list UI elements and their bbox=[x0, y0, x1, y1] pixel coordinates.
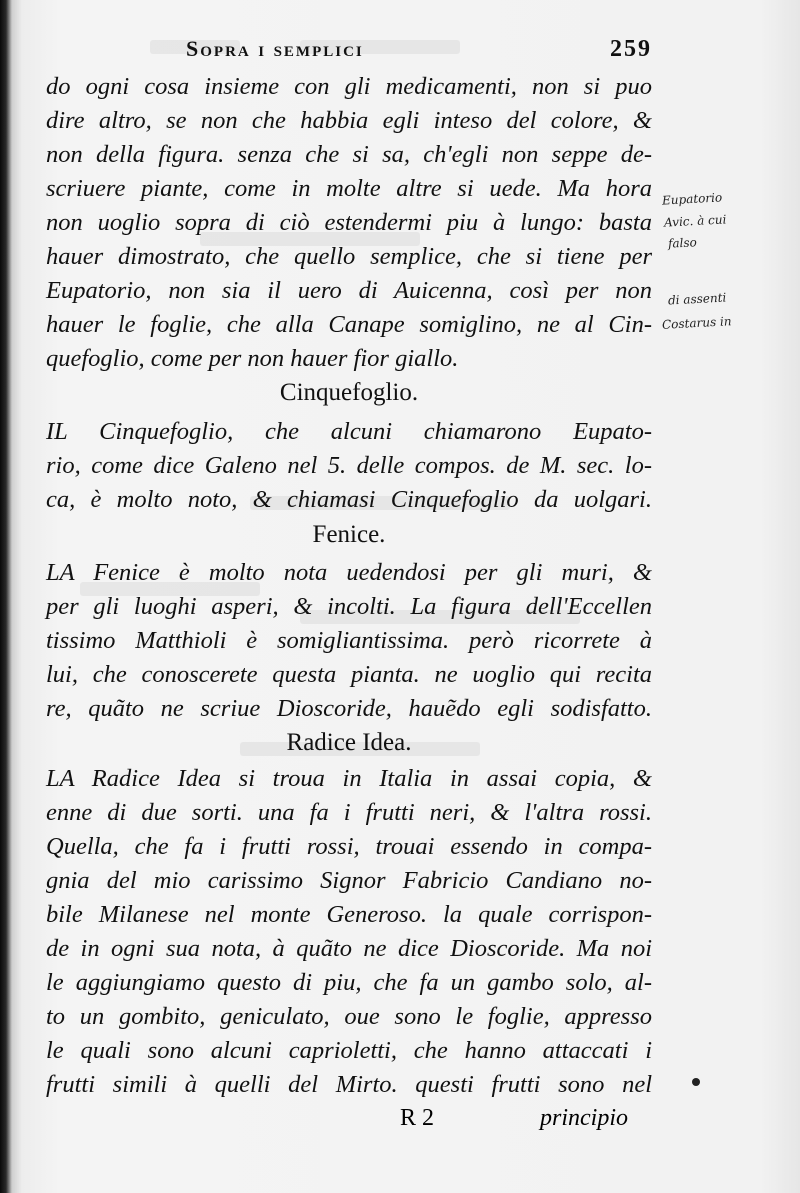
text-line: enne di due sorti. una fa i frutti neri, & l'altra rossi. bbox=[46, 799, 652, 826]
text-line: le aggiungiamo questo di piu, che fa un gambo solo, al- bbox=[46, 969, 652, 996]
section-heading-fenice: Fenice. bbox=[312, 521, 386, 548]
text-line: quefoglio, come per non hauer fior giallo. bbox=[46, 345, 459, 372]
running-title: Sopra i semplici bbox=[186, 36, 364, 61]
text-line: LA Fenice è molto nota uedendosi per gli muri, & bbox=[46, 559, 652, 586]
text-line: le quali sono alcuni caprioletti, che hanno attaccati i bbox=[46, 1037, 652, 1064]
catchword: principio bbox=[540, 1105, 628, 1131]
margin-note: Costarus in bbox=[661, 314, 732, 332]
text-line: non uoglio sopra di ciò estendermi piu à lungo: basta bbox=[46, 209, 652, 236]
section-heading-cinquefoglio: Cinquefoglio. bbox=[279, 379, 419, 406]
section-heading-radice-idea: Radice Idea. bbox=[286, 729, 412, 756]
text-line: gnia del mio carissimo Signor Fabricio Candiano no- bbox=[46, 867, 652, 894]
signature-mark: R 2 bbox=[400, 1105, 435, 1131]
text-line: ca, è molto noto, & chiamasi Cinquefoglio da uolgari. bbox=[46, 486, 652, 513]
text-line: tissimo Matthioli è somigliantissima. però ricorrete à bbox=[46, 627, 652, 654]
text-line: per gli luoghi asperi, & incolti. La figura dell'Eccellen bbox=[46, 593, 652, 620]
text-line: re, quãto ne scriue Dioscoride, hauẽdo egli sodisfatto. bbox=[46, 695, 652, 722]
text-line: frutti simili à quelli del Mirto. questi frutti sono nel bbox=[46, 1071, 652, 1098]
text-line: IL Cinquefoglio, che alcuni chiamarono Eupato- bbox=[46, 418, 652, 445]
text-line: hauer le foglie, che alla Canape somiglino, ne al Cin- bbox=[46, 311, 652, 338]
page-number: 259 bbox=[610, 36, 652, 62]
text-line: bile Milanese nel monte Generoso. la quale corrispon- bbox=[46, 901, 652, 928]
text-line: hauer dimostrato, che quello semplice, che si tiene per bbox=[46, 243, 652, 270]
text-line: to un gombito, geniculato, oue sono le foglie, appresso bbox=[46, 1003, 652, 1030]
text-line: non della figura. senza che si sa, ch'egli non seppe de- bbox=[46, 141, 652, 168]
margin-note: di assenti bbox=[667, 290, 727, 308]
text-line: dire altro, se non che habbia egli inteso del colore, & bbox=[46, 107, 652, 134]
margin-note: falso bbox=[667, 235, 698, 251]
margin-note: Avic. à cui bbox=[663, 212, 727, 230]
margin-note: Eupatorio bbox=[661, 190, 723, 208]
ink-blot bbox=[692, 1078, 700, 1086]
text-line: de in ogni sua nota, à quãto ne dice Dioscoride. Ma noi bbox=[46, 935, 652, 962]
running-header bbox=[46, 32, 652, 68]
text-line: lui, che conoscerete questa pianta. ne uoglio qui recita bbox=[46, 661, 652, 688]
text-line: rio, come dice Galeno nel 5. delle compos. de M. sec. lo- bbox=[46, 452, 652, 479]
text-line: LA Radice Idea si troua in Italia in assai copia, & bbox=[46, 765, 652, 792]
text-line: scriuere piante, come in molte altre si uede. Ma hora bbox=[46, 175, 652, 202]
text-line: Quella, che fa i frutti rossi, trouai essendo in compa- bbox=[46, 833, 652, 860]
text-line: do ogni cosa insieme con gli medicamenti, non si puo bbox=[46, 73, 652, 100]
text-line: Eupatorio, non sia il uero di Auicenna, così per non bbox=[46, 277, 652, 304]
